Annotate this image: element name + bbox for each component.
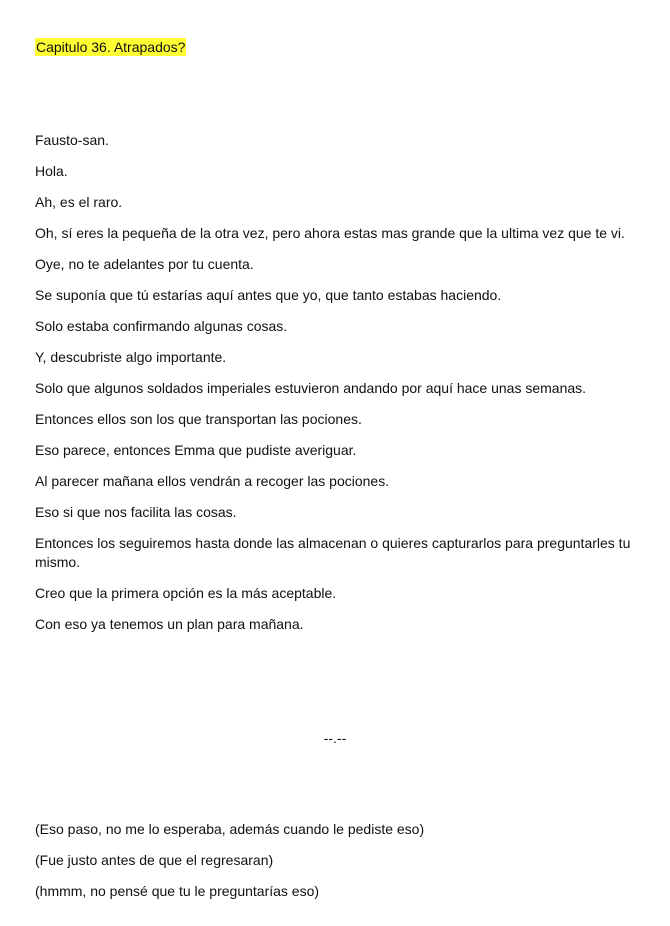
- dialogue-line: Entonces los seguiremos hasta donde las almacenan o quieres capturarlos para preguntarles tu mismo.: [35, 535, 631, 570]
- dialogue-line: Hola.: [35, 163, 68, 179]
- dialogue-line: Solo que algunos soldados imperiales estuvieron andando por aquí hace unas semanas.: [35, 380, 587, 396]
- note-line: (Eso paso, no me lo esperaba, además cuando le pediste eso): [35, 821, 425, 837]
- note-line: (Fue justo antes de que el regresaran): [35, 852, 274, 868]
- scene-separator: --.--: [323, 730, 347, 746]
- dialogue-line: Al parecer mañana ellos vendrán a recoger las pociones.: [35, 473, 390, 489]
- dialogue-line: Oh, sí eres la pequeña de la otra vez, pero ahora estas mas grande que la ultima vez que te vi.: [35, 225, 625, 241]
- dialogue-line: Creo que la primera opción es la más aceptable.: [35, 585, 337, 601]
- dialogue-line: Fausto-san.: [35, 132, 109, 148]
- dialogue-line: Solo estaba confirmando algunas cosas.: [35, 318, 288, 334]
- dialogue-line: Y, descubriste algo importante.: [35, 349, 227, 365]
- dialogue-line: Ah, es el raro.: [35, 194, 123, 210]
- dialogue-line: Eso parece, entonces Emma que pudiste averiguar.: [35, 442, 357, 458]
- chapter-title: Capitulo 36. Atrapados?: [36, 39, 186, 55]
- dialogue-line: Eso si que nos facilita las cosas.: [35, 504, 237, 520]
- author-notes: [35, 820, 635, 913]
- dialogue-block: [35, 131, 635, 646]
- dialogue-line: Con eso ya tenemos un plan para mañana.: [35, 616, 304, 632]
- dialogue-line: Entonces ellos son los que transportan las pociones.: [35, 411, 362, 427]
- dialogue-line: Oye, no te adelantes por tu cuenta.: [35, 256, 254, 272]
- dialogue-line: Se suponía que tú estarías aquí antes que yo, que tanto estabas haciendo.: [35, 287, 502, 303]
- note-line: (hmmm, no pensé que tu le preguntarías eso): [35, 883, 320, 899]
